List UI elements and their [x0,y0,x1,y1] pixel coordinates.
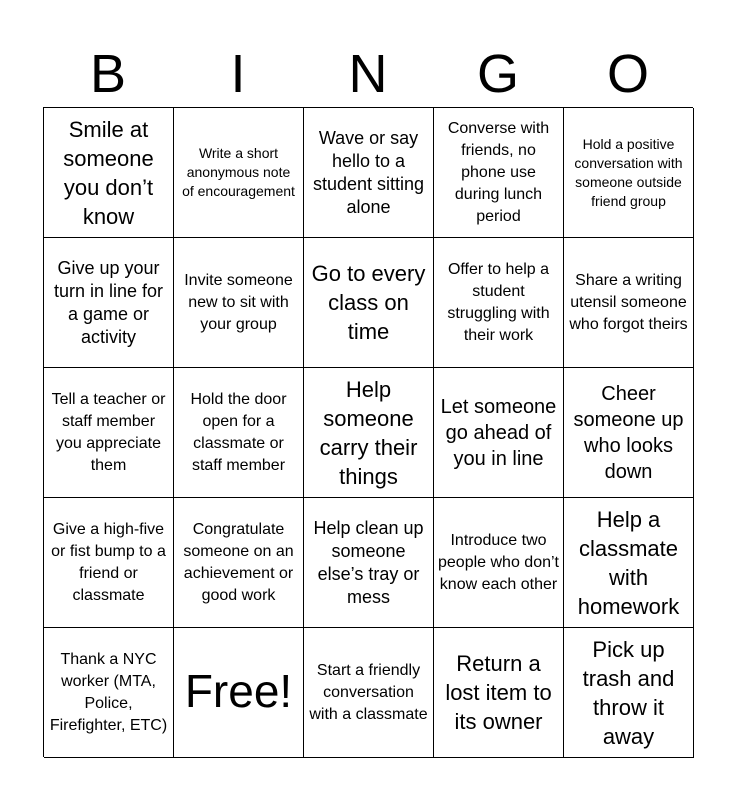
cell-text: Hold the door open for a classmate or staff member [190,390,287,474]
bingo-cell-2-1[interactable] [44,238,174,368]
cell-text: Hold a positive conversation with someone outside friend group [574,135,683,209]
cell-text: Thank a NYC worker (MTA, Police, Firefighter, ETC) [49,650,168,734]
bingo-board [43,107,693,757]
bingo-cell-2-4[interactable] [434,238,564,368]
cell-text: Invite someone new to sit with your group [184,271,293,333]
free-space-cell[interactable] [174,628,304,758]
bingo-cell-2-5[interactable] [564,238,694,368]
cell-text: Give a high-five or fist bump to a friend or classmate [51,520,166,604]
bingo-cell-1-1[interactable] [44,108,174,238]
cell-text: Go to every class on time [311,261,426,344]
bingo-cell-1-2[interactable] [174,108,304,238]
bingo-cell-3-1[interactable] [44,368,174,498]
cell-text: Cheer someone up who looks down [573,382,684,483]
cell-text: Introduce two people who don’t know each other [438,531,559,593]
bingo-header [43,40,693,108]
bingo-cell-4-4[interactable] [434,498,564,628]
cell-text: Wave or say hello to a student sitting alone [312,127,425,217]
bingo-cell-3-4[interactable] [434,368,564,498]
bingo-cell-4-5[interactable] [564,498,694,628]
bingo-cell-4-2[interactable] [174,498,304,628]
header-letter-n: N [348,44,388,104]
bingo-cell-4-1[interactable] [44,498,174,628]
bingo-cell-5-1[interactable] [44,628,174,758]
bingo-cell-5-4[interactable] [434,628,564,758]
bingo-cell-1-5[interactable] [564,108,694,238]
cell-text: Share a writing utensil someone who forgot theirs [569,271,688,333]
header-letter-b: B [89,44,127,104]
cell-text: Pick up trash and throw it away [582,636,675,749]
cell-text: Congratulate someone on an achievement or good work [183,520,294,604]
cell-text: Help clean up someone else’s tray or mess [313,517,424,607]
bingo-cell-5-5[interactable] [564,628,694,758]
bingo-cell-3-2[interactable] [174,368,304,498]
bingo-cell-3-5[interactable] [564,368,694,498]
free-space-label: Free! [184,664,293,717]
bingo-cell-2-3[interactable] [304,238,434,368]
cell-text: Tell a teacher or staff member you appreciate them [51,390,166,474]
header-letter-o: O [606,44,649,104]
cell-text: Offer to help a student struggling with their work [447,260,550,344]
bingo-cell-1-3[interactable] [304,108,434,238]
bingo-cell-3-3[interactable] [304,368,434,498]
cell-text: Give up your turn in line for a game or activity [53,257,164,347]
header-letter-i: I [230,44,246,104]
header-letter-g: G [476,44,519,104]
bingo-cell-4-3[interactable] [304,498,434,628]
cell-text: Let someone go ahead of you in line [440,395,557,470]
bingo-cell-1-4[interactable] [434,108,564,238]
cell-text: Help someone carry their things [319,376,418,489]
bingo-cell-2-2[interactable] [174,238,304,368]
cell-text: Return a lost item to its owner [445,651,552,734]
cell-text: Start a friendly conversation with a classmate [309,661,428,723]
cell-text: Help a classmate with homework [577,506,680,619]
cell-text: Write a short anonymous note of encouragement [182,145,295,199]
cell-text: Smile at someone you don’t know [63,116,154,229]
bingo-cell-5-3[interactable] [304,628,434,758]
cell-text: Converse with friends, no phone use during lunch period [447,119,550,225]
